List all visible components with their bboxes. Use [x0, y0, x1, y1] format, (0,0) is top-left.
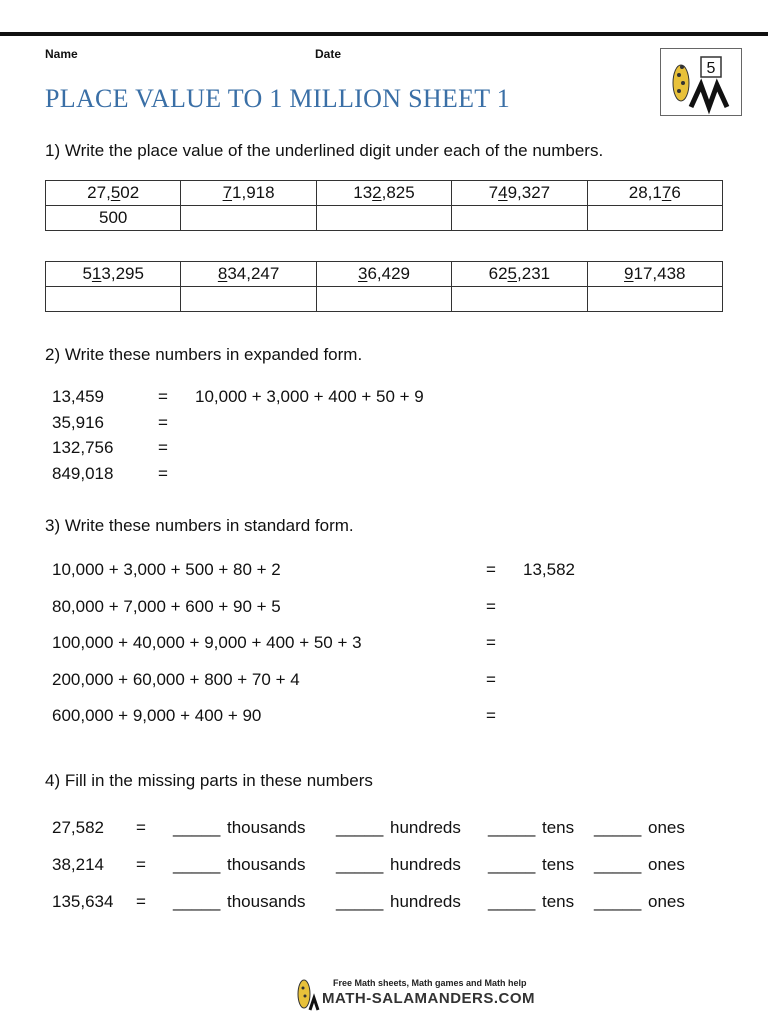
number-part: 6,429 — [367, 264, 410, 283]
unit-ones: ones — [648, 892, 685, 911]
expanded-number: 132,756 — [52, 438, 114, 457]
expanded-answer: 10,000 + 3,000 + 400 + 50 + 9 — [195, 387, 424, 406]
number-part: 02 — [120, 183, 140, 202]
number-cell — [587, 181, 722, 206]
table-row-numbers — [46, 262, 723, 287]
unit-ones: ones — [648, 855, 685, 874]
answer-cell[interactable] — [452, 206, 587, 231]
answer-cell[interactable] — [46, 287, 181, 312]
q2-prompt: 2) Write these numbers in expanded form. — [45, 345, 363, 364]
q3-prompt: 3) Write these numbers in standard form. — [45, 516, 354, 535]
q1-prompt: 1) Write the place value of the underlined digit under each of the numbers. — [45, 141, 604, 160]
footer-site-link[interactable]: MATH-SALAMANDERS.COM — [322, 990, 536, 1007]
answer-cell[interactable] — [587, 206, 722, 231]
salamander-logo-icon — [661, 49, 741, 115]
answer-cell[interactable] — [452, 287, 587, 312]
table-row-answers — [46, 287, 723, 312]
underlined-digit: 8 — [217, 264, 228, 283]
expanded-expression: 80,000 + 7,000 + 600 + 90 + 5 — [52, 596, 281, 616]
missing-number: 38,214 — [52, 855, 104, 874]
number-part: 9,327 — [507, 183, 551, 202]
unit-tens: tens — [542, 892, 575, 911]
missing-number: 135,634 — [52, 892, 114, 911]
equals-sign: = — [158, 387, 168, 406]
expanded-number: 849,018 — [52, 463, 114, 483]
standard-answer: 13,582 — [523, 560, 575, 579]
answer-cell[interactable] — [316, 287, 451, 312]
expanded-expression: 200,000 + 60,000 + 800 + 70 + 4 — [52, 669, 300, 689]
equals-sign: = — [136, 855, 146, 874]
number-cell — [46, 181, 181, 206]
underlined-digit: 7 — [222, 183, 233, 202]
number-part: 62 — [488, 264, 508, 283]
unit-hundreds: hundreds — [390, 818, 461, 837]
blank-ones: _____ — [594, 855, 642, 874]
expanded-expression: 600,000 + 9,000 + 400 + 90 — [52, 706, 262, 725]
answer-cell[interactable] — [587, 287, 722, 312]
footer-tagline: Free Math sheets, Math games and Math help — [333, 978, 527, 988]
blank-thousands: _____ — [173, 892, 221, 911]
table-row-numbers — [46, 181, 723, 206]
unit-hundreds: hundreds — [390, 892, 461, 911]
underlined-digit: 2 — [372, 183, 382, 202]
number-part: 6 — [671, 183, 681, 202]
blank-thousands: _____ — [173, 855, 221, 874]
unit-thousands: thousands — [227, 892, 306, 911]
blank-hundreds: _____ — [336, 855, 384, 874]
q4-prompt: 4) Fill in the missing parts in these numbers — [45, 771, 373, 790]
number-part: 34,247 — [227, 264, 280, 283]
missing-number: 27,582 — [52, 818, 104, 837]
equals-sign: = — [158, 438, 168, 457]
blank-hundreds: _____ — [336, 818, 384, 837]
blank-tens: _____ — [488, 855, 536, 874]
answer-cell[interactable]: 500 — [46, 206, 181, 231]
footer-logo — [292, 976, 322, 1012]
blank-ones: _____ — [594, 892, 642, 911]
underlined-digit: 7 — [661, 183, 672, 202]
expanded-expression: 10,000 + 3,000 + 500 + 80 + 2 — [52, 560, 281, 579]
place-value-table-2 — [45, 261, 723, 312]
unit-thousands: thousands — [227, 818, 306, 837]
equals-sign: = — [486, 669, 496, 689]
number-cell — [452, 181, 587, 206]
grade-logo — [660, 48, 742, 116]
table-row-answers — [46, 206, 723, 231]
number-part: ,825 — [381, 183, 415, 202]
number-cell — [181, 262, 316, 287]
unit-tens: tens — [542, 855, 575, 874]
equals-sign: = — [486, 596, 496, 616]
top-rule — [0, 32, 768, 36]
number-part: 13 — [353, 183, 373, 202]
number-part: 3,295 — [101, 264, 144, 283]
logo-number: 5 — [706, 60, 716, 77]
underlined-digit: 5 — [507, 264, 518, 283]
page-title: PLACE VALUE TO 1 MILLION SHEET 1 — [45, 84, 511, 113]
equals-sign: = — [486, 706, 496, 725]
number-part: 5 — [82, 264, 92, 283]
underlined-digit: 3 — [357, 264, 368, 283]
equals-sign: = — [136, 892, 146, 911]
answer-cell[interactable] — [181, 206, 316, 231]
equals-sign: = — [486, 633, 496, 652]
answer-cell[interactable] — [181, 287, 316, 312]
blank-tens: _____ — [488, 892, 536, 911]
underlined-digit: 1 — [91, 264, 102, 283]
name-label: Name — [45, 47, 78, 61]
blank-ones: _____ — [594, 818, 642, 837]
number-cell — [181, 181, 316, 206]
number-cell — [587, 262, 722, 287]
answer-cell[interactable] — [316, 206, 451, 231]
salamander-icon — [292, 976, 322, 1012]
number-part: 1,918 — [232, 183, 275, 202]
number-part: ,231 — [517, 264, 551, 283]
equals-sign: = — [158, 412, 168, 432]
equals-sign: = — [136, 818, 146, 837]
unit-thousands: thousands — [227, 855, 306, 874]
equals-sign: = — [486, 560, 496, 579]
underlined-digit: 4 — [498, 183, 508, 202]
unit-ones: ones — [648, 818, 685, 837]
underlined-digit: 9 — [624, 264, 634, 283]
number-part: 7 — [488, 183, 499, 202]
number-part: 28,1 — [628, 183, 662, 202]
equals-sign: = — [158, 463, 168, 483]
expanded-expression: 100,000 + 40,000 + 9,000 + 400 + 50 + 3 — [52, 633, 362, 652]
unit-tens: tens — [542, 818, 575, 837]
place-value-table-1 — [45, 180, 723, 231]
number-part: 17,438 — [633, 264, 686, 283]
number-cell — [46, 262, 181, 287]
expanded-number: 13,459 — [52, 387, 104, 406]
number-cell — [452, 262, 587, 287]
number-cell — [316, 262, 451, 287]
number-cell — [316, 181, 451, 206]
number-part: 27, — [87, 183, 111, 202]
underlined-digit: 5 — [110, 183, 121, 202]
blank-hundreds: _____ — [336, 892, 384, 911]
blank-thousands: _____ — [173, 818, 221, 837]
unit-hundreds: hundreds — [390, 855, 461, 874]
date-label: Date — [315, 47, 342, 61]
expanded-number: 35,916 — [52, 412, 104, 432]
blank-tens: _____ — [488, 818, 536, 837]
